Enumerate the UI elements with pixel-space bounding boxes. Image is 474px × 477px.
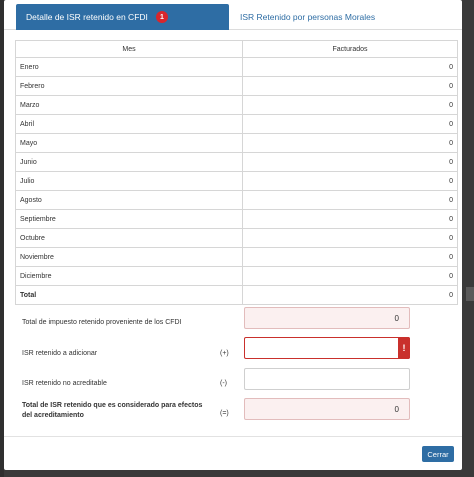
month-cell: Agosto <box>16 191 243 210</box>
table-row <box>16 210 458 229</box>
month-cell: Total <box>16 286 243 305</box>
table-header-row <box>16 41 458 58</box>
total-isr-sign: (=) <box>220 410 229 417</box>
tab-detalle-isr-cfdi[interactable] <box>16 4 229 30</box>
facturados-cell: 0 <box>243 96 458 115</box>
month-cell: Octubre <box>16 229 243 248</box>
error-alert-icon: ! <box>398 337 410 359</box>
table-row <box>16 96 458 115</box>
month-cell: Diciembre <box>16 267 243 286</box>
table-row <box>16 77 458 96</box>
isr-no-acreditable-sign: (-) <box>220 380 227 387</box>
month-cell: Noviembre <box>16 248 243 267</box>
total-impuesto-field: 0 <box>244 307 410 329</box>
table-row <box>16 267 458 286</box>
facturados-cell: 0 <box>243 210 458 229</box>
table-row <box>16 153 458 172</box>
month-cell: Septiembre <box>16 210 243 229</box>
close-button[interactable]: Cerrar <box>422 446 454 462</box>
facturados-cell: 0 <box>243 134 458 153</box>
facturados-cell: 0 <box>243 229 458 248</box>
facturados-cell: 0 <box>243 286 458 305</box>
column-header-facturados: Facturados <box>243 41 458 58</box>
facturados-cell: 0 <box>243 191 458 210</box>
error-count-badge: 1 <box>156 11 168 23</box>
table-row <box>16 248 458 267</box>
column-header-mes: Mes <box>16 41 243 58</box>
isr-monthly-table <box>15 40 458 305</box>
table-row <box>16 229 458 248</box>
total-isr-field: 0 <box>244 398 410 420</box>
total-impuesto-label: Total de impuesto retenido proveniente de los CFDI <box>22 319 182 326</box>
isr-modal <box>4 0 462 470</box>
month-cell: Marzo <box>16 96 243 115</box>
isr-no-acreditable-label: ISR retenido no acreditable <box>22 380 107 387</box>
facturados-cell: 0 <box>243 153 458 172</box>
footer-divider <box>4 436 462 437</box>
table-row <box>16 191 458 210</box>
month-cell: Julio <box>16 172 243 191</box>
facturados-cell: 0 <box>243 115 458 134</box>
tab-morales-label: ISR Retenido por personas Morales <box>240 12 376 22</box>
tab-detalle-label: Detalle de ISR retenido en CFDI <box>26 12 148 22</box>
isr-no-acreditable-input[interactable] <box>244 368 410 390</box>
isr-adicionar-label: ISR retenido a adicionar <box>22 350 98 357</box>
modal-tabs <box>4 0 462 30</box>
table-row <box>16 115 458 134</box>
month-cell: Febrero <box>16 77 243 96</box>
isr-adicionar-sign: (+) <box>220 350 229 357</box>
total-isr-label: Total de ISR retenido que es considerado para efectos del acreditamiento <box>22 402 203 419</box>
table-row <box>16 134 458 153</box>
table-row <box>16 172 458 191</box>
tab-isr-personas-morales[interactable] <box>240 4 375 30</box>
isr-adicionar-input[interactable] <box>244 337 410 359</box>
background-tab-edge <box>466 287 474 301</box>
facturados-cell: 0 <box>243 248 458 267</box>
facturados-cell: 0 <box>243 58 458 77</box>
month-cell: Abril <box>16 115 243 134</box>
month-cell: Enero <box>16 58 243 77</box>
month-cell: Mayo <box>16 134 243 153</box>
facturados-cell: 0 <box>243 172 458 191</box>
facturados-cell: 0 <box>243 267 458 286</box>
table-row <box>16 58 458 77</box>
facturados-cell: 0 <box>243 77 458 96</box>
month-cell: Junio <box>16 153 243 172</box>
table-total-row <box>16 286 458 305</box>
